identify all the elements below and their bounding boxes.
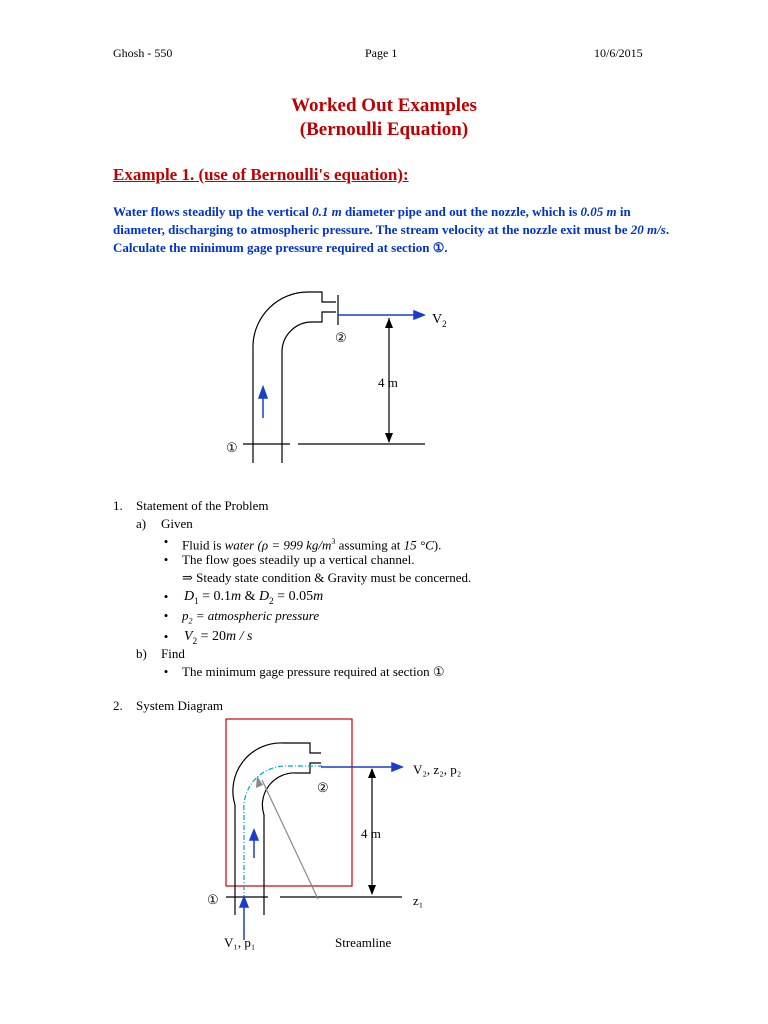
height-arrow-bottom [368,885,376,895]
fig1-height-label: 4 m [378,375,398,390]
given-heading: Given [161,516,193,531]
pipe-inner-wall [262,763,321,915]
bullet: • [163,589,169,604]
find-item: The minimum gage pressure required at section ① [182,664,445,679]
doc-title: Worked Out Examples [291,95,477,116]
exit-arrow-head [392,763,402,771]
statement-heading: Statement of the Problem [136,498,269,513]
problem-statement: Water flows steadily up the vertical 0.1 m diameter pipe and out the nozzle, which is 0.05 m in diameter, discharging to atmospheric pressure. The stream velocity at the nozzle exit must be 20 m/s. Calculate the minimum gage pressure required at section ①. [113,204,670,255]
streamline-label: Streamline [335,935,392,950]
given-fluid: Fluid is water (ρ = 999 $kg/m^3$ assuming at 15 °C). [182,537,442,553]
given-diameters: $D_1 = 0.1m$ & $D_2 = 0.05m$ [184,589,324,606]
header-page: Page 1 [365,46,398,60]
fig1-v-label: $V_2$ [432,312,447,329]
given-steady: ⇒ Steady state condition & Gravity must be concerned. [182,570,472,585]
flow-arrow-head [250,830,258,840]
system-height-label: 4 m [361,826,381,841]
bullet: • [163,534,169,549]
sys-section-2: ② [317,780,329,795]
given-flow: The flow goes steadily up a vertical channel. [182,552,415,567]
given-letter: a) [136,516,147,531]
sys-section-1: ① [207,892,219,907]
statement-number: 1. [113,498,123,513]
find-letter: b) [136,646,147,661]
datum-label: z₁ [413,893,424,908]
fig1-section-1: ① [226,440,238,455]
given-velocity: $V_2 = 20m / s$ [184,629,253,646]
inlet-label: V₁, p₁ [224,935,256,950]
bullet: • [163,608,169,623]
find-heading: Find [161,646,185,661]
height-arrow-top [368,768,376,778]
doc-subtitle: (Bernoulli Equation) [299,119,469,140]
top-label: V₂, z₂, p₂ [413,762,462,777]
header-date: 10/6/2015 [594,46,643,60]
pointer-arrow-head [256,776,263,788]
bullet: • [163,552,169,567]
inlet-arrow-head [240,897,248,907]
given-pressure: $p_2$ = atmospheric pressure [182,608,320,626]
bullet: • [163,629,169,644]
system-heading: System Diagram [136,698,224,713]
fig1-section-2: ② [335,330,347,345]
streamline-pointer [262,780,318,899]
bullet: • [163,664,169,679]
control-volume-box [226,719,352,886]
system-number: 2. [113,698,123,713]
header-author: Ghosh - 550 [113,46,173,60]
example-title: Example 1. (use of Bernoulli's equation): [113,165,409,184]
pipe-outer-wall [233,743,321,915]
